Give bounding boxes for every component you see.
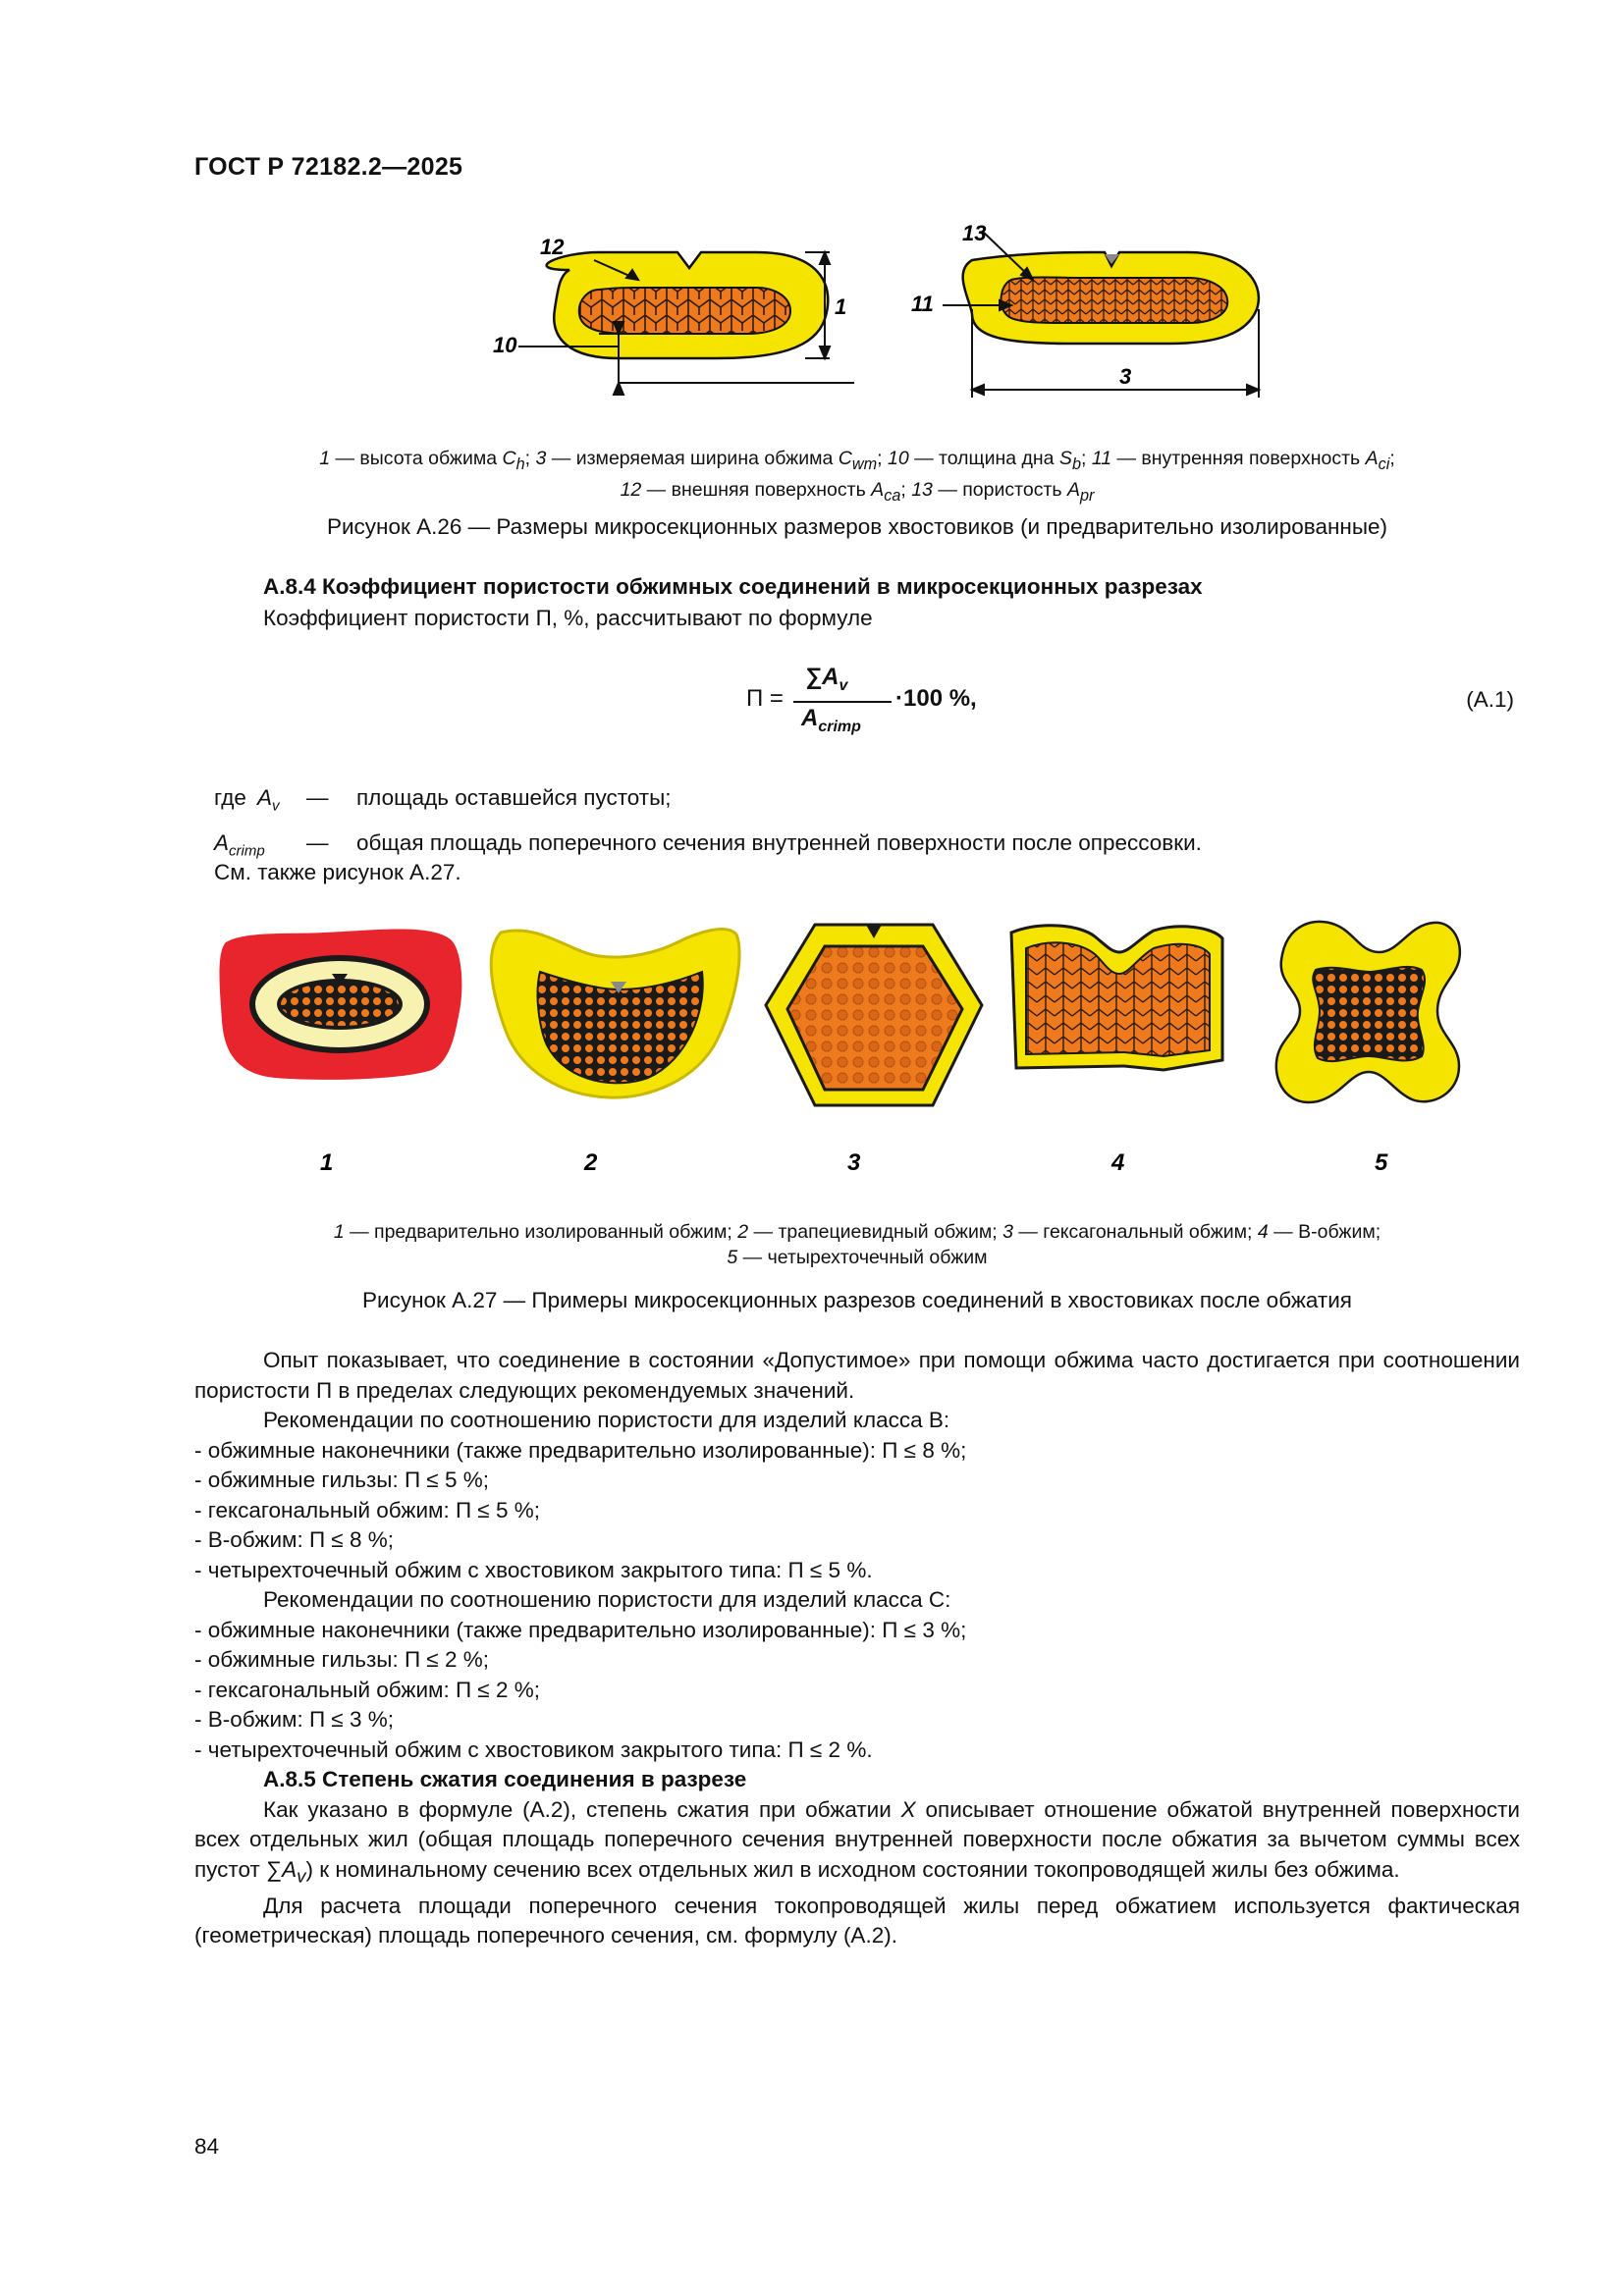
class-c-list: [194, 1616, 1520, 1766]
formula-rhs: ·100 %,: [895, 685, 977, 712]
panel-number-5: 5: [1375, 1149, 1388, 1176]
where-desc-av: площадь оставшейся пустоты;: [356, 785, 672, 810]
class-c-item: - четырехточечный обжим с хвостовиком закрытого типа: П ≤ 2 %.: [194, 1736, 873, 1762]
formula-numerator: $\sum A_v$: [805, 664, 848, 694]
panel-number-1: 1: [320, 1149, 334, 1176]
figure-a27-key-line-1: 1 — предварительно изолированный обжим; 2 — трапециевидный обжим; 3 — гексагональный обжим; 4 — В-обжим;: [333, 1221, 1381, 1243]
figure-a27-key: [194, 1219, 1520, 1270]
section-a85-para-2: Для расчета площади поперечного сечения токопроводящей жилы перед обжатием используется фактическая (геометрическая) площадь поперечного сечения, см. формулу (А.2).: [194, 1893, 1520, 1948]
class-c-title: Рекомендации по соотношению пористости для изделий класса С:: [263, 1587, 951, 1612]
where-dash-1: —: [306, 785, 329, 810]
where-dash-2: —: [306, 830, 329, 855]
class-b-item: - обжимные гильзы: П ≤ 5 %;: [194, 1468, 490, 1492]
crimp-section-right: [963, 252, 1259, 344]
callout-11: 11: [911, 292, 934, 316]
standard-header: ГОСТ Р 72182.2—2025: [194, 153, 463, 181]
figure-a26-title: Рисунок А.26 — Размеры микросекционных размеров хвостовиков (и предварительно изолированные): [326, 514, 1387, 539]
figure-a26-key: [194, 446, 1520, 508]
where-desc-acrimp: общая площадь поперечного сечения внутренней поверхности после опрессовки.: [356, 830, 1202, 855]
figure-a26-key-line-2: 12 — внешняя поверхность $A_{ca}$; 13 — пористость $A_{pr}$: [620, 478, 1095, 505]
formula-a1: [746, 660, 1001, 748]
class-b-item: - обжимные наконечники (также предварительно изолированные): П ≤ 8 %;: [194, 1437, 967, 1463]
callout-1: 1: [835, 294, 847, 319]
figure-a27-key-line-2: 5 — четырехточечный обжим: [727, 1247, 988, 1268]
section-four-point: [1276, 922, 1460, 1102]
body-text: [194, 1346, 1520, 1951]
section-preinsulated: [220, 930, 462, 1080]
crimp-section-left: [547, 252, 829, 358]
formula-denominator: $A_{crimp}$: [801, 705, 861, 735]
where-lead: где: [214, 785, 246, 810]
figure-a26: [461, 221, 1267, 417]
panel-number-4: 4: [1111, 1149, 1125, 1176]
see-also: См. также рисунок А.27.: [214, 860, 461, 884]
class-b-list: [194, 1436, 1520, 1586]
section-hexagonal: [766, 925, 982, 1105]
section-b-crimp: [1011, 926, 1222, 1070]
class-c-item: - гексагональный обжим: П ≤ 2 %;: [194, 1677, 541, 1702]
class-b-item: - четырехточечный обжим с хвостовиком закрытого типа: П ≤ 5 %.: [194, 1557, 873, 1582]
section-trapezoidal: [491, 930, 739, 1098]
panel-number-2: 2: [584, 1149, 598, 1176]
callout-10: 10: [493, 333, 517, 357]
figure-a27: [206, 913, 1463, 1188]
section-a84-intro: Коэффициент пористости П, %, рассчитывают по формуле: [263, 606, 873, 630]
panel-number-3: 3: [847, 1149, 861, 1176]
formula-lhs: П =: [746, 685, 784, 712]
class-c-item: - обжимные гильзы: П ≤ 2 %;: [194, 1647, 490, 1672]
figure-a26-key-line-1: 1 — высота обжима $C_h$; 3 — измеряемая ширина обжима $C_{wm}$; 10 — толщина дна $S_b$; 11 — внутренняя поверхность $A_{ci}$;: [319, 448, 1395, 473]
fraction-bar: [793, 701, 892, 703]
class-b-title: Рекомендации по соотношению пористости для изделий класса В:: [263, 1408, 950, 1432]
class-b-item: - В-обжим: П ≤ 8 %;: [194, 1527, 395, 1552]
figure-a27-title: Рисунок А.27 — Примеры микросекционных разрезов соединений в хвостовиках после обжатия: [362, 1288, 1352, 1312]
page-number: 84: [194, 2134, 220, 2159]
section-a85-para-1: Как указано в формуле (А.2), степень сжатия при обжатии X описывает отношение обжатой внутренней поверхности всех отдельных жил (общая площадь поперечного сечения внутренней поверхности после обжатия за вычетом суммы всех пустот $\sum A_v$) к номинальному сечению всех отдельных жил в исходном состоянии токопроводящей жилы без обжима.: [194, 1796, 1521, 1886]
callout-13: 13: [962, 221, 987, 245]
section-a85-heading: А.8.5 Степень сжатия соединения в разрезе: [263, 1767, 747, 1791]
class-b-item: - гексагональный обжим: П ≤ 5 %;: [194, 1497, 541, 1522]
where-symbol-av: $A_v$: [257, 785, 280, 815]
section-a84-heading: А.8.4 Коэффициент пористости обжимных соединений в микросекционных разрезах: [263, 574, 1203, 599]
body-para-1: Опыт показывает, что соединение в состоянии «Допустимое» при помощи обжима часто достигается при соотношении пористости П в пределах следующих рекомендуемых значений.: [194, 1348, 1520, 1403]
formula-a1-number: (А.1): [1466, 687, 1514, 712]
class-c-item: - В-обжим: П ≤ 3 %;: [194, 1707, 395, 1732]
where-symbol-acrimp: $A_{crimp}$: [214, 830, 265, 860]
class-c-item: - обжимные наконечники (также предварительно изолированные): П ≤ 3 %;: [194, 1617, 967, 1642]
callout-12: 12: [540, 235, 565, 259]
callout-3: 3: [1119, 364, 1132, 389]
